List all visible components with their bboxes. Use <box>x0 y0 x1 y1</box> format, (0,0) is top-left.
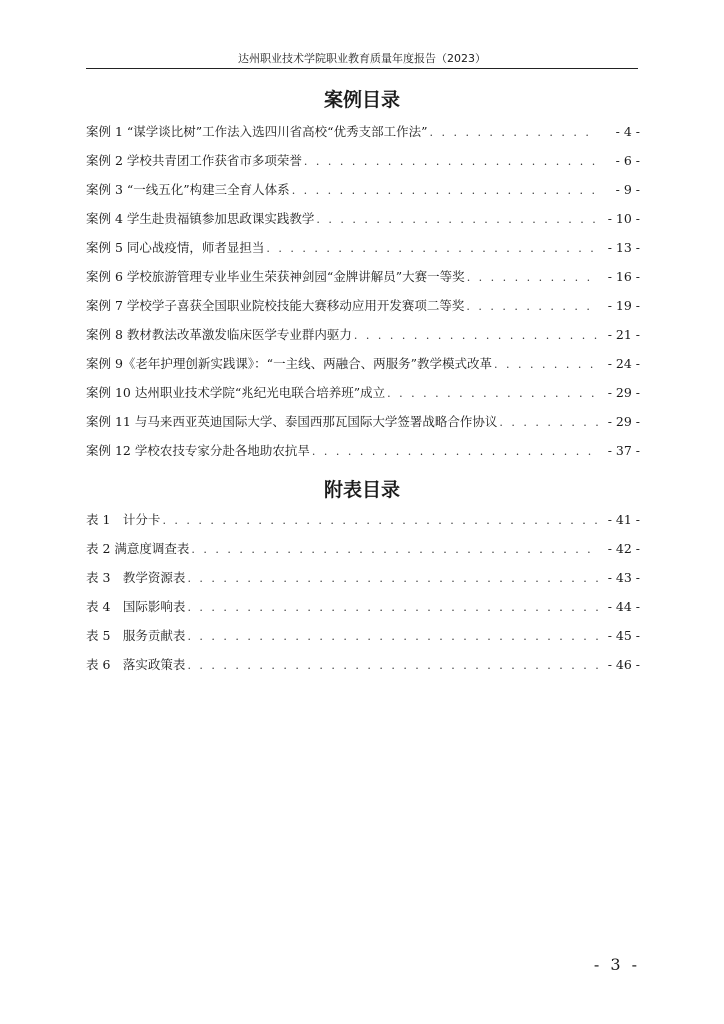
toc-dot-leader <box>162 513 598 529</box>
tables-toc-heading: 附表目录 <box>323 479 400 501</box>
toc-entry-label: 表 5 服务贡献表 <box>86 628 186 643</box>
toc-entry[interactable] <box>86 182 640 211</box>
page-number: - 3 - <box>593 955 640 974</box>
toc-entry-page: - 43 - <box>607 570 640 585</box>
toc-dot-leader <box>466 299 598 315</box>
toc-dot-leader <box>292 183 598 199</box>
toc-dot-leader <box>387 386 598 402</box>
toc-entry[interactable] <box>86 443 640 472</box>
toc-entry[interactable] <box>86 269 640 298</box>
toc-entry[interactable] <box>86 657 640 686</box>
cases-toc-heading: 案例目录 <box>323 89 400 111</box>
toc-entry-page: - 44 - <box>607 599 640 614</box>
toc-entry[interactable] <box>86 512 640 541</box>
toc-entry-label: 案例 7 学校学子喜获全国职业院校技能大赛移动应用开发赛项二等奖 <box>86 298 465 313</box>
toc-entry-label: 案例 1 “谋学谈比树”工作法入选四川省高校“优秀支部工作法” <box>86 124 428 139</box>
toc-dot-leader <box>187 629 598 645</box>
toc-entry[interactable] <box>86 211 640 240</box>
toc-entry-page: - 13 - <box>607 240 640 255</box>
toc-entry[interactable] <box>86 153 640 182</box>
toc-entry-page: - 45 - <box>607 628 640 643</box>
toc-entry-page: - 37 - <box>607 443 640 458</box>
toc-entry-page: - 41 - <box>607 512 640 527</box>
toc-entry-label: 表 2 满意度调查表 <box>86 541 190 556</box>
toc-entry[interactable] <box>86 356 640 385</box>
toc-entry-page: - 10 - <box>607 211 640 226</box>
toc-entry-page: - 4 - <box>615 124 640 139</box>
toc-dot-leader <box>187 571 598 587</box>
toc-entry-page: - 29 - <box>607 414 640 429</box>
toc-entry[interactable] <box>86 327 640 356</box>
tables-toc-list <box>86 512 640 686</box>
toc-entry[interactable] <box>86 570 640 599</box>
toc-entry-label: 案例 4 学生赴贵福镇参加思政课实践教学 <box>86 211 315 226</box>
toc-entry-label: 案例 8 教材教法改革激发临床医学专业群内驱力 <box>86 327 352 342</box>
toc-dot-leader <box>191 542 598 558</box>
toc-dot-leader <box>304 154 598 170</box>
toc-entry[interactable] <box>86 628 640 657</box>
toc-dot-leader <box>316 212 598 228</box>
toc-entry-label: 表 4 国际影响表 <box>86 599 186 614</box>
toc-entry[interactable] <box>86 541 640 570</box>
cases-toc-list <box>86 124 640 472</box>
toc-entry[interactable] <box>86 240 640 269</box>
toc-entry-label: 案例 11 与马来西亚英迪国际大学、泰国西那瓦国际大学签署战略合作协议 <box>86 414 498 429</box>
toc-entry-label: 案例 5 同心战疫情，师者显担当 <box>86 240 265 255</box>
toc-entry-page: - 19 - <box>607 298 640 313</box>
toc-dot-leader <box>266 241 598 257</box>
toc-entry-page: - 9 - <box>615 182 640 197</box>
toc-entry[interactable] <box>86 599 640 628</box>
toc-entry-page: - 42 - <box>607 541 640 556</box>
toc-entry-label: 表 3 教学资源表 <box>86 570 186 585</box>
toc-entry[interactable] <box>86 385 640 414</box>
toc-entry-label: 表 1 计分卡 <box>86 512 161 527</box>
toc-dot-leader <box>499 415 598 431</box>
toc-entry-page: - 21 - <box>607 327 640 342</box>
toc-entry-label: 案例 2 学校共青团工作获省市多项荣誉 <box>86 153 302 168</box>
toc-dot-leader <box>312 444 598 460</box>
toc-dot-leader <box>429 125 598 141</box>
toc-dot-leader <box>187 600 598 616</box>
toc-entry-page: - 24 - <box>607 356 640 371</box>
toc-entry[interactable] <box>86 298 640 327</box>
toc-entry-page: - 16 - <box>607 269 640 284</box>
toc-entry-label: 案例 12 学校农技专家分赴各地助农抗旱 <box>86 443 310 458</box>
toc-entry[interactable] <box>86 414 640 443</box>
toc-entry-label: 案例 10 达州职业技术学院“兆纪光电联合培养班”成立 <box>86 385 386 400</box>
toc-dot-leader <box>187 658 598 674</box>
header-rule <box>86 68 638 69</box>
toc-entry-label: 案例 3 “一线五化”构建三全育人体系 <box>86 182 290 197</box>
toc-dot-leader <box>467 270 598 286</box>
toc-entry-label: 案例 9《老年护理创新实践课》：“一主线、两融合、两服务”教学模式改革 <box>86 356 492 371</box>
toc-entry-page: - 6 - <box>615 153 640 168</box>
toc-entry-page: - 46 - <box>607 657 640 672</box>
toc-entry-label: 表 6 落实政策表 <box>86 657 186 672</box>
toc-entry-label: 案例 6 学校旅游管理专业毕业生荣获神剑园“金牌讲解员”大赛一等奖 <box>86 269 465 284</box>
toc-dot-leader <box>354 328 598 344</box>
toc-entry-page: - 29 - <box>607 385 640 400</box>
toc-entry[interactable] <box>86 124 640 153</box>
page-header: 达州职业技术学院职业教育质量年度报告（2023） <box>238 52 486 65</box>
toc-dot-leader <box>494 357 598 373</box>
